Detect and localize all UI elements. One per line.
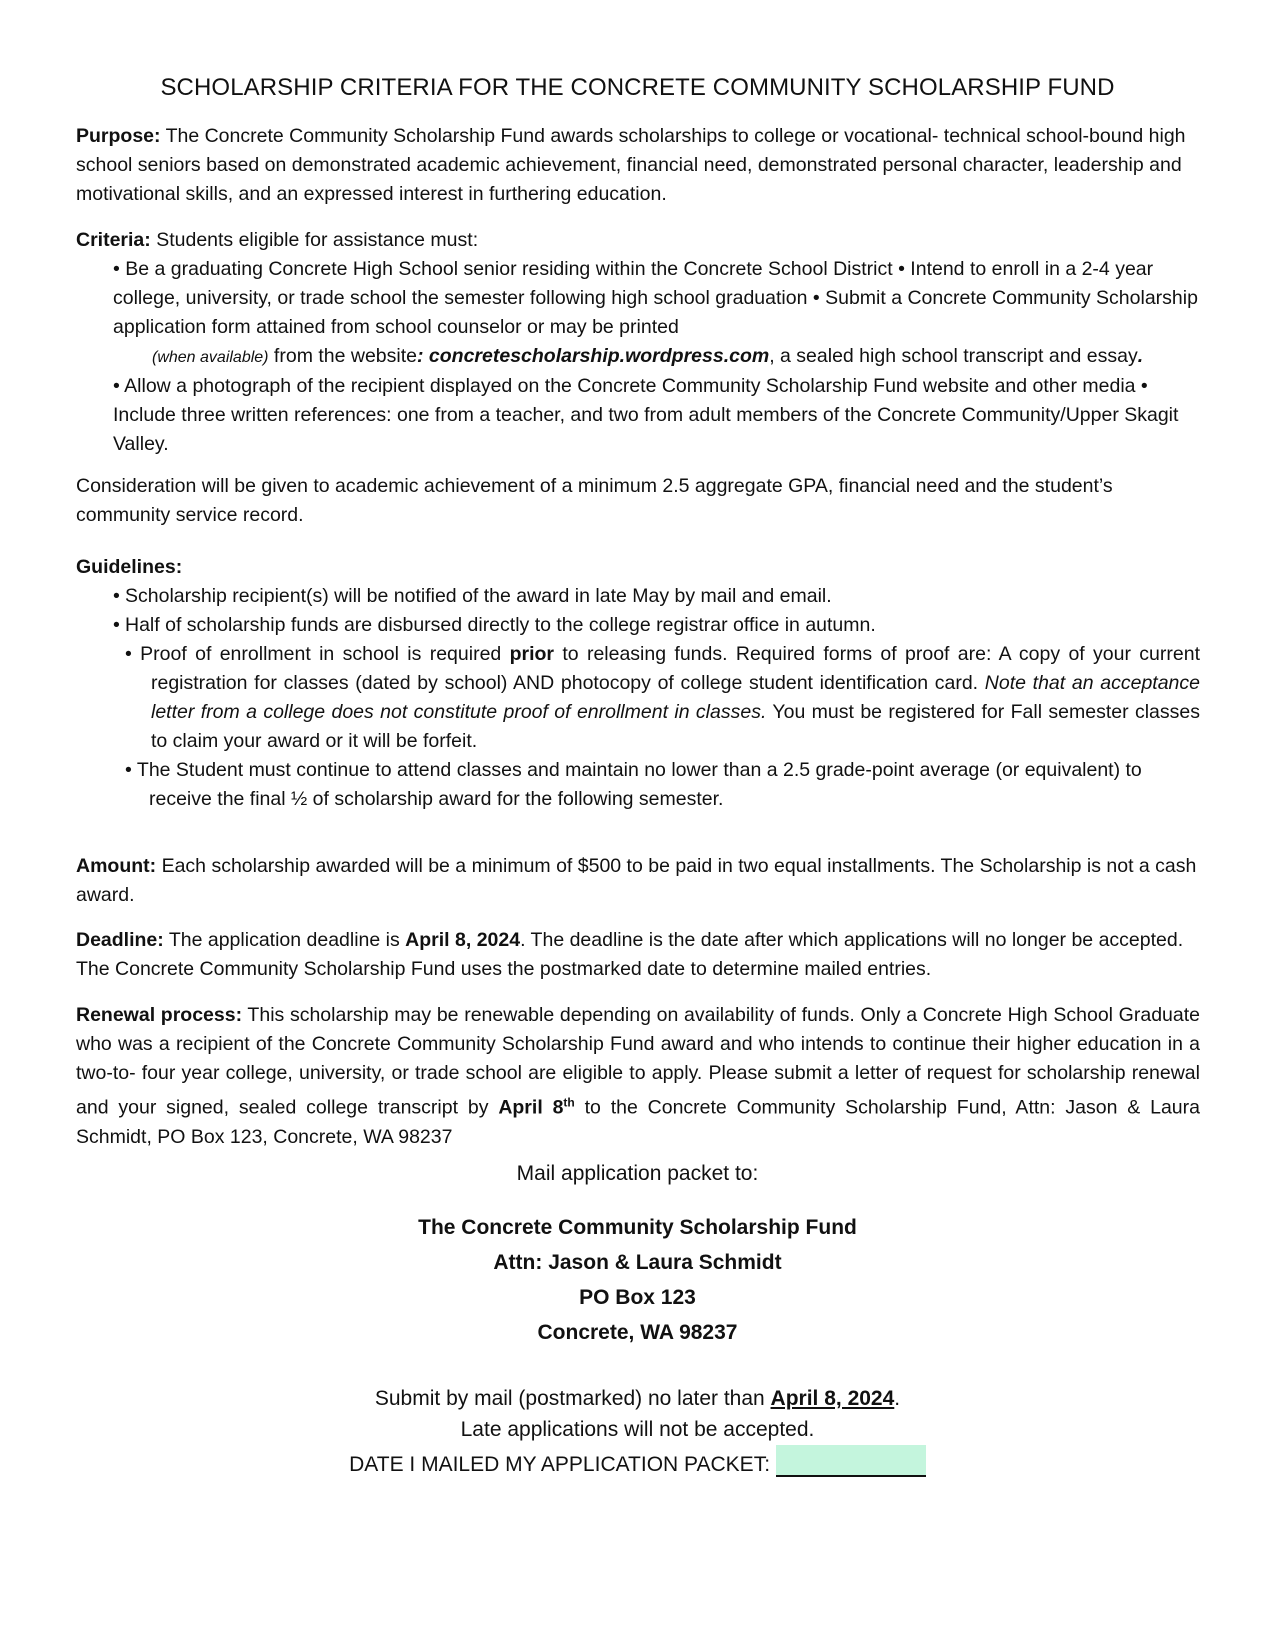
deadline-section: Deadline: The application deadline is April 8, 2024. The deadline is the date after which applications will no longer be accepted. The Concrete Community Scholarship Fund uses the postmarked date to determine mailed entries. — [76, 929, 1184, 980]
address-line-1: The Concrete Community Scholarship Fund — [418, 1216, 857, 1239]
late-notice: Late applications will not be accepted. — [460, 1418, 815, 1441]
amount-text: Each scholarship awarded will be a minimum of $500 to be paid in two equal installments. The Scholarship is not a cash award. — [76, 855, 1197, 906]
address-line-4: Concrete, WA 98237 — [537, 1321, 738, 1344]
guideline-item-2: • Half of scholarship funds are disbursed directly to the college registrar office in autumn. — [113, 611, 1200, 640]
mailing-address — [0, 1210, 1275, 1350]
guidelines-label: Guidelines: — [76, 556, 183, 578]
submit-date: April 8, 2024 — [770, 1387, 895, 1410]
date-mailed-field[interactable] — [776, 1445, 926, 1477]
guideline-item-1: • Scholarship recipient(s) will be notified of the award in late May by mail and email. — [113, 582, 1200, 611]
after-website-text: , a sealed high school transcript and essay — [769, 345, 1138, 367]
renewal-date-sup: th — [563, 1095, 575, 1109]
proof-note-italic: Note that an acceptance letter from a college does not constitute proof of enrollment in classes. — [151, 672, 1200, 723]
bullet-icon: • — [113, 585, 120, 607]
criteria-section — [76, 226, 1200, 459]
guidelines-section — [76, 553, 1200, 814]
date-mailed-label: DATE I MAILED MY APPLICATION PACKET: — [349, 1453, 776, 1476]
date-mailed-line — [0, 1445, 1275, 1480]
renewal-section: Renewal process: This scholarship may be renewable depending on availability of funds. Only a Concrete High School Graduate who was a recipient of the Concrete Community Scholarship Fund award and who intends to continue their higher education in a two-to- four year college, university, or trade school are eligible to apply. Please submit a letter of request for scholarship renewal and your signed, sealed college transcript by April 8th to the Concrete Community Scholarship Fund, Attn: Jason & Laura Schmidt, PO Box 123, Concrete, WA 98237 — [76, 1004, 1200, 1148]
purpose-label: Purpose: — [76, 125, 161, 147]
criteria-intro: Students eligible for assistance must: — [150, 229, 479, 251]
criteria-line-2: • Allow a photograph of the recipient displayed on the Concrete Community Scholarship Fund website and other media • Include three written references: one from a teacher, and two from adult members of the Concrete Community/Upper Skagit Valley. — [113, 375, 1179, 455]
criteria-label: Criteria: — [76, 229, 151, 251]
when-available-note: (when available) — [152, 349, 269, 366]
renewal-label: Renewal process: — [76, 1004, 243, 1026]
address-line-3: PO Box 123 — [579, 1286, 696, 1309]
page-title: SCHOLARSHIP CRITERIA FOR THE CONCRETE COMMUNITY SCHOLARSHIP FUND — [160, 74, 1115, 101]
submit-line: Submit by mail (postmarked) no later than April 8, 2024. — [374, 1387, 901, 1410]
amount-section — [76, 852, 1200, 910]
deadline-date: April 8, 2024 — [405, 929, 521, 951]
purpose-text: The Concrete Community Scholarship Fund awards scholarships to college or vocational- technical school-bound high school seniors based on demonstrated academic achievement, financial need, demonstrated personal character, leadership and motivational skills, and an expressed interest in furthering education. — [76, 125, 1186, 205]
guideline-item-4: • The Student must continue to attend classes and maintain no lower than a 2.5 grade-point average (or equivalent) to receive the final ½ of scholarship award for the following semester. — [125, 759, 1142, 810]
website-link[interactable]: concretescholarship.wordpress.com — [428, 345, 770, 367]
from-website-text: from the website — [268, 345, 417, 367]
consideration-section — [76, 472, 1200, 530]
mail-header: Mail application packet to: — [516, 1162, 759, 1185]
website-colon: : — [417, 345, 429, 367]
criteria-line-1: • Be a graduating Concrete High School senior residing within the Concrete School District • Intend to enroll in a 2-4 year college, university, or trade school the semester following high school graduation • Submit a Concrete Community Scholarship application form attained from school counselor or may be printed — [113, 258, 1198, 338]
bullet-icon: • — [125, 759, 132, 781]
amount-label: Amount: — [76, 855, 157, 877]
guideline-item-3: • Proof of enrollment in school is required prior to releasing funds. Required forms of proof are: A copy of your current registration for classes (dated by school) AND photocopy of college student identification card. Note that an acceptance letter from a college does not constitute proof of enrollment in classes. You must be registered for Fall semester classes to claim your award or it will be forfeit. — [125, 643, 1200, 752]
submit-section — [0, 1383, 1275, 1480]
guidelines-list — [76, 582, 1200, 814]
deadline-label: Deadline: — [76, 929, 164, 951]
bullet-icon: • — [113, 614, 120, 636]
purpose-section — [76, 122, 1200, 209]
address-line-2: Attn: Jason & Laura Schmidt — [493, 1251, 782, 1274]
bullet-icon: • — [125, 643, 132, 665]
renewal-date: April 8 — [498, 1096, 564, 1119]
end-period: . — [1137, 345, 1144, 367]
criteria-website-line — [76, 342, 1200, 372]
prior-bold: prior — [509, 643, 555, 665]
consideration-text: Consideration will be given to academic achievement of a minimum 2.5 aggregate GPA, financial need and the student’s community service record. — [76, 475, 1113, 526]
